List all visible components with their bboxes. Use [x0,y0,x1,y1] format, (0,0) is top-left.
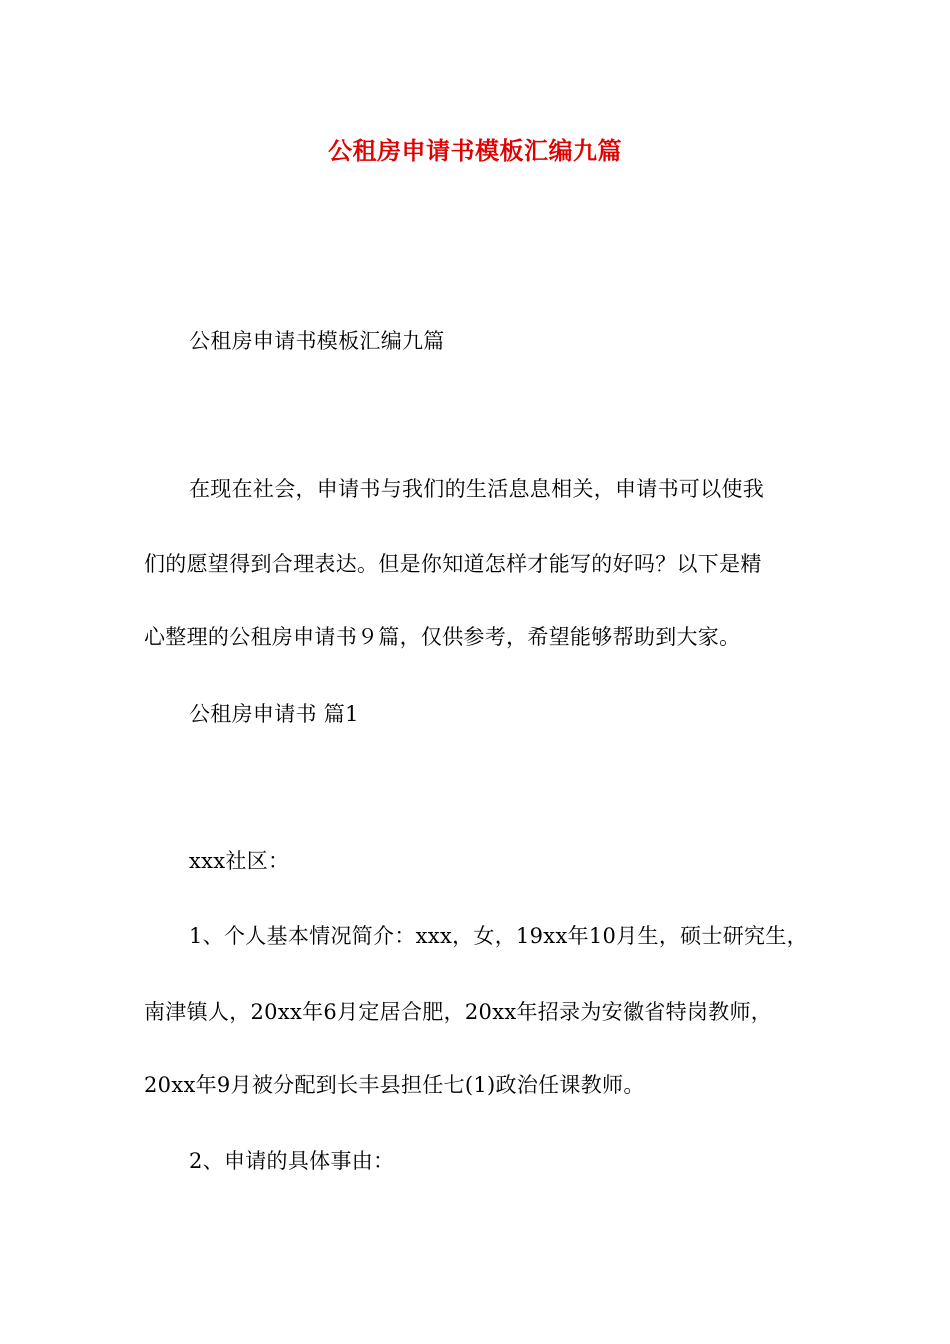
document-title: 公租房申请书模板汇编九篇 [328,136,622,165]
document-subtitle: 公租房申请书模板汇编九篇 [189,329,445,353]
item1-line-1: 1、个人基本情况简介：xxx，女，19xx年10月生，硕士研究生， [189,924,808,948]
salutation: xxx社区： [189,849,290,873]
item1-line-3: 20xx年9月被分配到长丰县担任七(1)政治任课教师。 [144,1073,645,1097]
item2-heading: 2、申请的具体事由： [189,1149,395,1173]
item1-line-2: 南津镇人，20xx年6月定居合肥，20xx年招录为安徽省特岗教师， [144,1000,773,1024]
intro-line-1: 在现在社会，申请书与我们的生活息息相关，申请书可以使我 [189,477,765,501]
section-heading: 公租房申请书 篇1 [189,702,359,726]
intro-line-2: 们的愿望得到合理表达。但是你知道怎样才能写的好吗？以下是精 [144,552,762,576]
intro-line-3: 心整理的公租房申请书９篇，仅供参考，希望能够帮助到大家。 [144,625,741,649]
